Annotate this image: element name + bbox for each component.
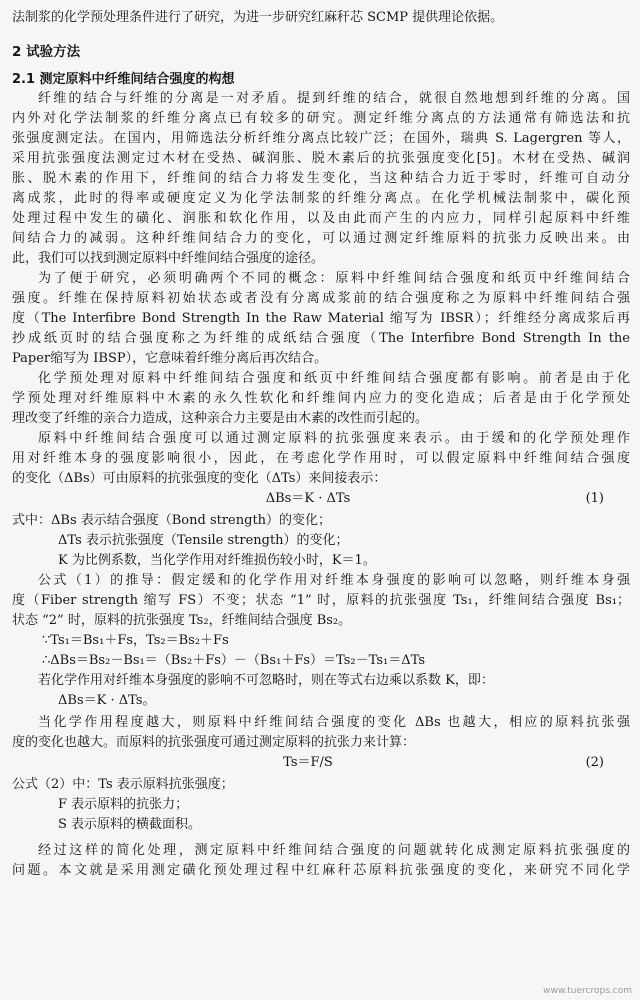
text-line: 用对纤维本身的强度影响很小，因此，在考虑化学作用时，可以假定原料中纤维间结合强度 xyxy=(12,451,630,466)
paragraph-2 xyxy=(12,269,630,369)
text-line: 状态 “2” 时，原料的抗张强度 Ts₂，纤维间结合强度 Bs₂。 xyxy=(12,613,352,628)
paragraph-1 xyxy=(12,89,630,269)
equation-2 xyxy=(12,753,630,773)
text-line: 度的变化也越大。而原料的抗张强度可通过测定原料的抗张力来计算： xyxy=(12,735,416,750)
text-line: Paper缩写为 IBSP），它意味着纤维分离后再次结合。 xyxy=(12,351,328,366)
text-line: 为了便于研究，必须明确两个不同的概念：原料中纤维间结合强度和纸页中纤维间结合 xyxy=(38,271,630,286)
where-block-2 xyxy=(12,775,630,835)
text-line: 理改变了纤维的亲合力造成，这种亲合力主要是由木素的改性而引起的。 xyxy=(12,411,429,426)
intro-line: 法制浆的化学预处理条件进行了研究，为进一步研究红麻秆芯 SCMP 提供理论依据。 xyxy=(12,10,504,25)
text-line: 张强度测定法。在国内，用筛选法分析纤维分离点比较广泛；在国外，瑞典 S. Lagergren 等人， xyxy=(12,131,630,146)
paragraph-6: 若化学作用对纤维本身强度的影响不可忽略时，则在等式右边乘以系数 K，即： xyxy=(38,673,494,688)
where-line: 公式（2）中：Ts 表示原料抗张强度； xyxy=(12,777,234,792)
equation-1 xyxy=(12,489,630,509)
where-line: S 表示原料的横截面积。 xyxy=(58,817,202,832)
text-line: 公式（1）的推导：假定缓和的化学作用对纤维本身强度的影响可以忽略，则纤维本身强 xyxy=(38,573,630,588)
text-line: 学预处理对纤维原料中木素的永久性软化和纤维间内应力的变化造成；后者是由于化学预处 xyxy=(12,391,630,406)
where-line: ΔTs 表示抗张强度（Tensile strength）的变化； xyxy=(58,533,349,548)
text-line: 此，我们可以找到测定原料中纤维间结合强度的途径。 xyxy=(12,251,325,266)
derivation-line: ∵Ts₁＝Bs₁＋Fs，Ts₂＝Bs₂＋Fs xyxy=(42,633,229,648)
text-line: 间结合力的减弱。这种纤维间结合力的变化，可以通过测定纤维原料的抗张力反映出来。由 xyxy=(12,231,630,246)
paragraph-8 xyxy=(12,841,630,881)
text-line: 内外对化学法制浆的纤维分离点已有较多的研究。测定纤维分离点的方法通常有筛选法和抗 xyxy=(12,111,630,126)
where-block-1 xyxy=(12,511,630,571)
text-line: 纤维的结合与纤维的分离是一对矛盾。提到纤维的结合，就很自然地想到纤维的分离。国 xyxy=(38,91,630,106)
text-line: 问题。本文就是采用测定磺化预处理过程中红麻秆芯原料抗张强度的变化，来研究不同化学 xyxy=(12,863,630,878)
text-line: 度（The Interfibre Bond Strength In the Raw Material 缩写为 IBSR）；纤维经分离成浆后再 xyxy=(12,311,630,326)
text-line: 采用抗张强度法测定过木材在受热、碱润胀、脱木素后的抗张强度变化[5]。木材在受热、碱润 xyxy=(12,151,630,166)
watermark-text: www.tuercrops.com xyxy=(543,986,632,996)
text-line: 处理过程中发生的磺化、润胀和软化作用，以及由此而产生的内应力，同样引起原料中纤维 xyxy=(12,211,630,226)
text-line: 的变化（ΔBs）可由原料的抗张强度的变化（ΔTs）来间接表示： xyxy=(12,471,387,486)
where-line: F 表示原料的抗张力； xyxy=(58,797,189,812)
text-line: 当化学作用程度越大，则原料中纤维间结合强度的变化 ΔBs 也越大，相应的原料抗张强 xyxy=(38,715,630,730)
text-line: 经过这样的简化处理，测定原料中纤维间结合强度的问题就转化成测定原料抗张强度的 xyxy=(38,843,630,858)
paragraph-7 xyxy=(12,713,630,753)
equation-number: (2) xyxy=(585,755,604,770)
equation-formula: ΔBs＝K · ΔTs xyxy=(265,491,351,506)
equation-formula: Ts＝F/S xyxy=(283,755,333,770)
where-line: K 为比例系数，当化学作用对纤维损伤较小时，K＝1。 xyxy=(58,553,376,568)
equation-number: (1) xyxy=(585,491,604,506)
text-line: 度（Fiber strength 缩写 FS）不变；状态 “1” 时，原料的抗张强度 Ts₁，纤维间结合强度 Bs₁； xyxy=(12,593,630,608)
text-line: 胀、脱木素的作用下，纤维间的结合力将发生变化，当这种结合力近于零时，纤维可自动分 xyxy=(12,171,630,186)
paragraph-5 xyxy=(12,571,630,631)
equation-k: ΔBs＝K · ΔTs。 xyxy=(58,693,156,708)
text-line: 原料中纤维间结合强度可以通过测定原料的抗张强度来表示。由于缓和的化学预处理作 xyxy=(38,431,630,446)
section-heading-2: 2 试验方法 xyxy=(12,44,81,60)
derivation xyxy=(12,631,630,671)
text-line: 强度。纤维在保持原料初始状态或者没有分离成浆前的结合强度称之为原料中纤维间结合强 xyxy=(12,291,630,306)
text-line: 离成浆，此时的得率或硬度定义为化学法制浆的纤维分离点。在化学机械法制浆中，碳化预 xyxy=(12,191,630,206)
text-line: 化学预处理对原料中纤维间结合强度和纸页中纤维间结合强度都有影响。前者是由于化 xyxy=(38,371,630,386)
paragraph-3 xyxy=(12,369,630,429)
where-line: 式中：ΔBs 表示结合强度（Bond strength）的变化； xyxy=(12,513,332,528)
paragraph-4 xyxy=(12,429,630,489)
text-line: 抄成纸页时的结合强度称之为纤维的成纸结合强度（The Interfibre Bond Strength In the xyxy=(12,331,630,346)
derivation-line: ∴ΔBs＝Bs₂－Bs₁＝（Bs₂＋Fs）－（Bs₁＋Fs）＝Ts₂－Ts₁＝ΔTs xyxy=(42,653,426,668)
section-heading-2-1: 2.1 测定原料中纤维间结合强度的构想 xyxy=(12,72,235,87)
